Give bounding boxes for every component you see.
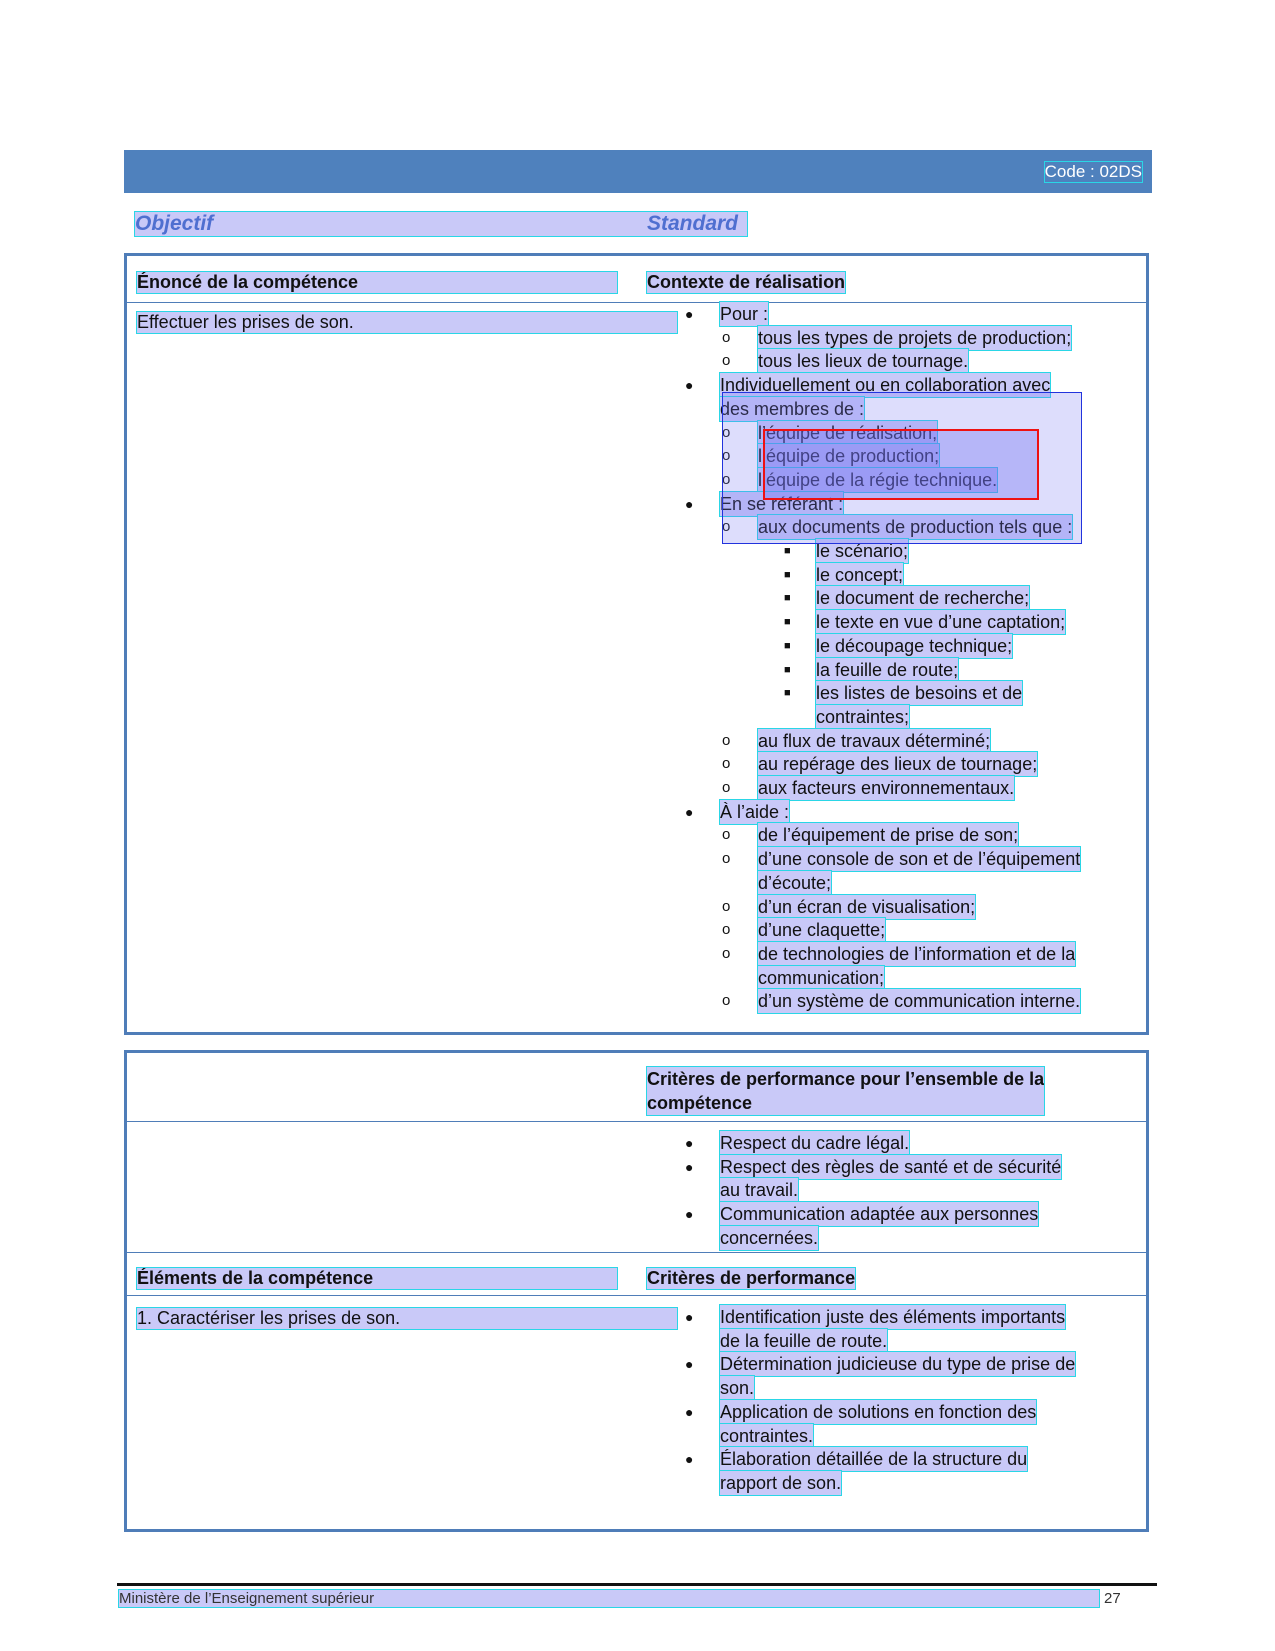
list-item: au flux de travaux déterminé;: [758, 730, 991, 751]
square-bullet-icon: ■: [784, 663, 791, 676]
list-item: son.: [720, 1378, 755, 1399]
circle-bullet-icon: o: [722, 921, 731, 939]
list-item: d’une claquette;: [758, 920, 886, 941]
square-bullet-icon: ■: [784, 568, 791, 581]
overall-criteria-title-line1: Critères de performance pour l’ensemble de la: [647, 1069, 1045, 1089]
list-item: l’équipe de production;: [758, 446, 940, 467]
bullet-icon: ●: [685, 1451, 694, 1468]
list-item: le document de recherche;: [816, 588, 1030, 609]
list-item: au repérage des lieux de tournage;: [758, 754, 1038, 775]
list-item: le découpage technique;: [816, 635, 1013, 656]
objective-heading: Objectif: [135, 212, 747, 236]
elements-title: Éléments de la compétence: [137, 1268, 617, 1289]
circle-bullet-icon: o: [722, 470, 731, 488]
list-item: la feuille de route;: [816, 659, 959, 680]
footer-rule: [117, 1583, 1157, 1586]
bullet-icon: ●: [685, 377, 694, 394]
list-item: aux documents de production tels que :: [758, 517, 1073, 538]
list-item: contraintes;: [816, 706, 910, 727]
list-item: Identification juste des éléments importants: [720, 1307, 1066, 1327]
list-item: contraintes.: [720, 1425, 814, 1446]
list-item: l’équipe de la régie technique.: [758, 469, 998, 490]
circle-bullet-icon: o: [722, 423, 731, 441]
page-number: 27: [1104, 1590, 1121, 1607]
list-item: Détermination judicieuse du type de prise de: [720, 1354, 1076, 1375]
overall-criteria-title-line2: compétence: [647, 1093, 753, 1113]
circle-bullet-icon: o: [722, 779, 731, 796]
bullet-icon: ●: [685, 1206, 694, 1223]
selection-box-inner: [763, 429, 1039, 500]
list-item: Application de solutions en fonction des: [720, 1401, 1037, 1422]
overall-criteria-title: [647, 1067, 1044, 1115]
standard-heading: Standard: [647, 212, 739, 235]
bullet-icon: ●: [685, 803, 694, 820]
circle-bullet-icon: o: [722, 328, 731, 346]
list-item: concernées.: [720, 1227, 819, 1248]
circle-bullet-icon: o: [722, 447, 731, 465]
list-item: d’une console de son et de l’équipement: [758, 849, 1081, 870]
circle-bullet-icon: o: [722, 731, 731, 749]
list-item: Communication adaptée aux personnes: [720, 1204, 1039, 1225]
list-item: Individuellement ou en collaboration avec: [720, 375, 1051, 396]
square-bullet-icon: ■: [784, 545, 791, 557]
competence-table: [124, 253, 1149, 1035]
list-item: le texte en vue d’une captation;: [816, 612, 1066, 633]
circle-bullet-icon: o: [722, 518, 731, 536]
circle-bullet-icon: o: [722, 944, 731, 962]
square-bullet-icon: ■: [784, 639, 791, 652]
header-bar: [124, 150, 1152, 193]
circle-bullet-icon: o: [722, 992, 731, 1010]
square-bullet-icon: ■: [784, 687, 791, 700]
list-item: d’écoute;: [758, 872, 832, 893]
row-divider: [127, 1295, 1146, 1296]
list-item: Respect des règles de santé et de sécurité: [720, 1156, 1062, 1177]
competence-statement-title: Énoncé de la compétence: [137, 272, 617, 293]
list-item: les listes de besoins et de: [816, 683, 1023, 704]
list-item: À l’aide :: [720, 801, 790, 822]
list-item: Respect du cadre légal.: [720, 1133, 910, 1153]
list-item: au travail.: [720, 1180, 799, 1201]
list-item: En se référant :: [720, 493, 844, 514]
bullet-icon: ●: [685, 306, 694, 322]
list-item: de l’équipement de prise de son;: [758, 825, 1019, 846]
bullet-icon: ●: [685, 1158, 694, 1175]
list-item: d’un écran de visualisation;: [758, 896, 976, 917]
list-item: aux facteurs environnementaux.: [758, 778, 1015, 798]
circle-bullet-icon: o: [722, 850, 731, 868]
row-divider: [127, 302, 1146, 303]
circle-bullet-icon: o: [722, 755, 731, 773]
bullet-icon: ●: [685, 1309, 694, 1325]
square-bullet-icon: ■: [784, 592, 791, 605]
list-item: le scénario;: [816, 541, 909, 561]
program-code: Code : 02DS: [1044, 162, 1142, 181]
list-item: tous les types de projets de production;: [758, 327, 1072, 348]
circle-bullet-icon: o: [722, 826, 731, 844]
performance-table: [124, 1050, 1149, 1532]
footer-ministry: Ministère de l’Enseignement supérieur: [119, 1590, 1099, 1607]
row-divider: [127, 1121, 1146, 1122]
competence-statement: Effectuer les prises de son.: [137, 312, 677, 333]
list-item: de technologies de l’information et de la: [758, 943, 1076, 964]
list-item: Élaboration détaillée de la structure du: [720, 1449, 1028, 1470]
list-item: de la feuille de route.: [720, 1330, 888, 1351]
list-item: rapport de son.: [720, 1472, 842, 1493]
bullet-icon: ●: [685, 1356, 694, 1373]
bullet-icon: ●: [685, 495, 694, 512]
list-item: d’un système de communication interne.: [758, 991, 1081, 1012]
context-title: Contexte de réalisation: [647, 272, 846, 292]
list-item: l’équipe de réalisation;: [758, 422, 938, 443]
performance-criteria-title: Critères de performance: [647, 1268, 856, 1288]
list-item: communication;: [758, 967, 885, 988]
square-bullet-icon: ■: [784, 616, 791, 629]
circle-bullet-icon: o: [722, 897, 731, 915]
list-item: Pour :: [720, 304, 769, 324]
circle-bullet-icon: o: [722, 352, 731, 370]
row-divider: [127, 1252, 1146, 1253]
list-item: le concept;: [816, 564, 904, 585]
list-item: des membres de :: [720, 398, 865, 419]
bullet-icon: ●: [685, 1403, 694, 1420]
element-1: 1. Caractériser les prises de son.: [137, 1308, 677, 1329]
list-item: tous les lieux de tournage.: [758, 351, 969, 372]
bullet-icon: ●: [685, 1135, 694, 1151]
